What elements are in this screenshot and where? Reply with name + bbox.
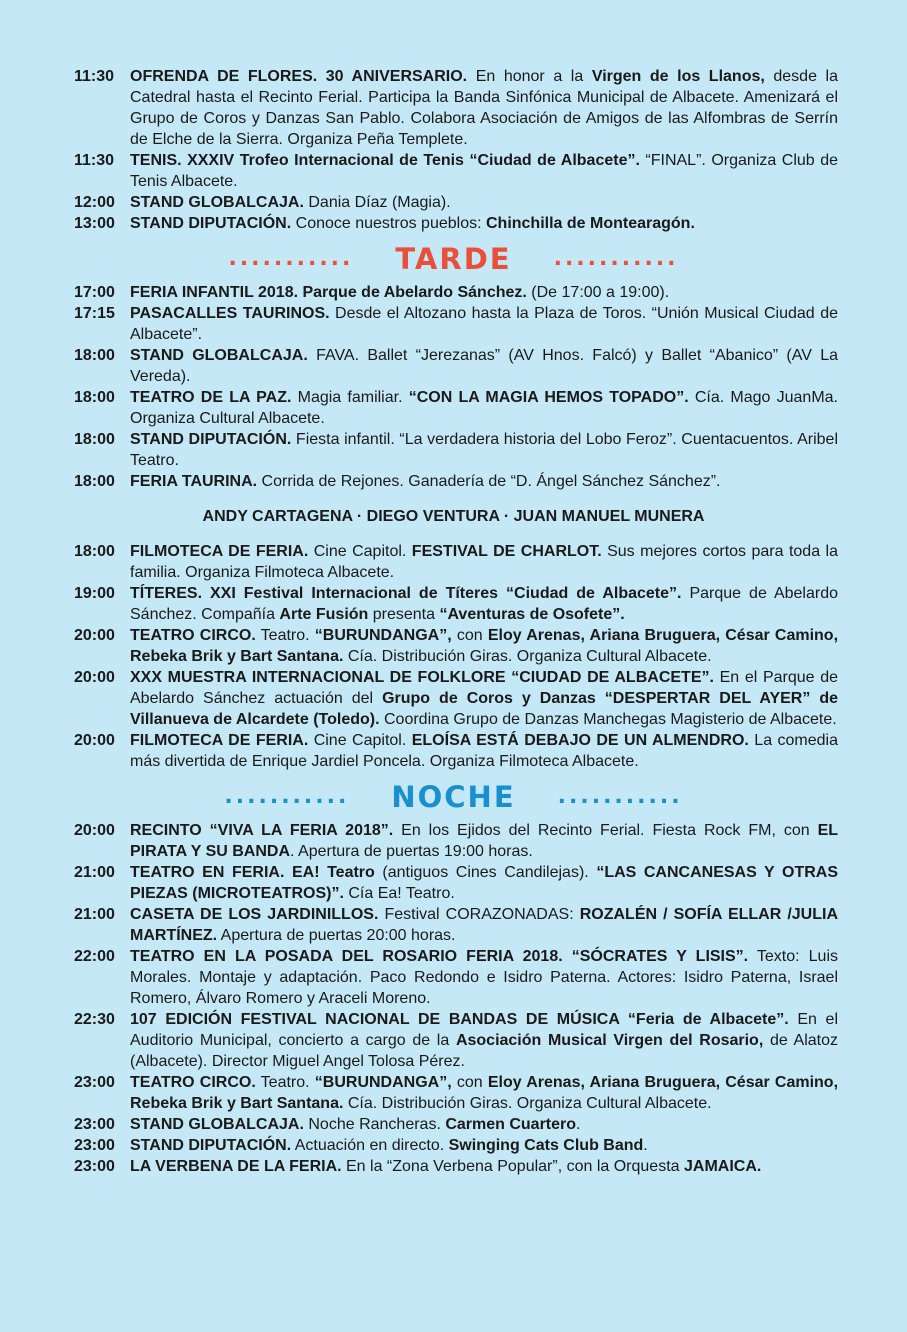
schedule-entry <box>74 667 838 730</box>
noche-dots-left: ........... <box>224 784 350 809</box>
entry-description <box>130 429 838 471</box>
schedule-entry <box>74 429 838 471</box>
entry-text: Magia familiar. <box>291 389 409 406</box>
schedule-entry <box>74 345 838 387</box>
entry-time: 13:00 <box>74 215 115 232</box>
entry-text: con <box>451 1074 488 1091</box>
entry-highlight: Carmen Cuartero <box>445 1116 577 1133</box>
entry-highlight: Eloy Arenas, Ariana Bruguera, César Camino, Rebeka Brik y Bart Santana. <box>130 627 839 665</box>
schedule-entry <box>74 862 838 904</box>
entry-description <box>130 282 838 303</box>
entry-highlight: LA VERBENA DE LA FERIA. <box>130 1158 342 1175</box>
entry-text: Apertura de puertas 20:00 horas. <box>217 927 456 944</box>
entry-time: 20:00 <box>74 627 115 644</box>
entry-time: 23:00 <box>74 1137 115 1154</box>
entry-description <box>130 1135 838 1156</box>
entry-highlight: TENIS. XXXIV Trofeo Internacional de Tenis “Ciudad de Albacete”. <box>130 152 640 169</box>
entry-time: 22:00 <box>74 948 115 965</box>
entry-text: con <box>451 627 488 644</box>
entry-highlight: TEATRO EN FERIA. EA! Teatro <box>130 864 375 881</box>
entry-text: Teatro. <box>255 1074 315 1091</box>
entry-highlight: Arte Fusión <box>279 606 369 623</box>
entry-highlight: Virgen de los Llanos, <box>591 68 765 85</box>
noche-title: NOCHE <box>391 780 516 814</box>
entry-highlight: OFRENDA DE FLORES. 30 ANIVERSARIO. <box>130 68 468 85</box>
entry-text: Fiesta infantil. “La verdadera historia del Lobo Feroz”. Cuentacuentos. Aribel Teatro. <box>130 431 838 469</box>
noche-entries <box>0 820 907 1177</box>
entry-highlight: Swinging Cats Club Band <box>448 1137 644 1154</box>
entry-text: Cía. Distribución Giras. Organiza Cultural Albacete. <box>343 1095 712 1112</box>
entry-text: desde la Catedral hasta el Recinto Ferial. Participa la Banda Sinfónica Municipal de Albacete. Amenizará el Grupo de Coros y Danzas San Pablo. Colabora Asociación de Amigos de las Alfombras de Serrín de Elche de la Sierra. Organiza Peña Templete. <box>130 68 838 148</box>
entry-description <box>130 541 838 583</box>
entry-time: 12:00 <box>74 194 115 211</box>
entry-time: 23:00 <box>74 1074 115 1091</box>
tarde-entries-2 <box>0 541 907 772</box>
schedule-entry <box>74 1156 838 1177</box>
entry-text: Parque de Abelardo Sánchez. Compañía <box>130 585 838 623</box>
entry-highlight: FILMOTECA DE FERIA. <box>130 543 309 560</box>
tarde-title: TARDE <box>395 242 512 276</box>
entry-description <box>130 1156 838 1177</box>
tarde-dots-right: ........... <box>553 246 679 271</box>
entry-highlight: 107 EDICIÓN FESTIVAL NACIONAL DE BANDAS DE MÚSICA “Feria de Albacete”. <box>130 1011 789 1028</box>
entry-description <box>130 213 838 234</box>
entry-highlight: STAND DIPUTACIÓN. <box>130 215 292 232</box>
entry-highlight: “BURUNDANGA”, <box>314 1074 452 1091</box>
entry-text: (De 17:00 a 19:00). <box>526 284 670 301</box>
entry-time: 11:30 <box>74 68 115 85</box>
entry-highlight: STAND GLOBALCAJA. <box>130 194 304 211</box>
entry-highlight: PASACALLES TAURINOS. <box>130 305 330 322</box>
entry-time: 21:00 <box>74 906 115 923</box>
entry-description <box>130 387 838 429</box>
entry-description <box>130 904 838 946</box>
entry-description <box>130 1114 838 1135</box>
schedule-entry <box>74 303 838 345</box>
entry-highlight: XXX MUESTRA INTERNACIONAL DE FOLKLORE “CIUDAD DE ALBACETE”. <box>130 669 714 686</box>
entry-time: 18:00 <box>74 473 115 490</box>
entry-text: Cía. Distribución Giras. Organiza Cultural Albacete. <box>343 648 712 665</box>
entry-highlight: ROZALÉN / SOFÍA ELLAR /JULIA MARTÍNEZ. <box>130 906 839 944</box>
entry-text: En el Parque de Abelardo Sánchez actuación del <box>130 669 838 707</box>
entry-text: Teatro. <box>255 627 315 644</box>
schedule-entry <box>74 213 838 234</box>
entry-highlight: Asociación Musical Virgen del Rosario, <box>455 1032 764 1049</box>
entry-text: Conoce nuestros pueblos: <box>291 215 486 232</box>
entry-text: En honor a la <box>467 68 592 85</box>
entry-time: 18:00 <box>74 431 115 448</box>
entry-highlight: CASETA DE LOS JARDINILLOS. <box>130 906 379 923</box>
entry-description <box>130 66 838 150</box>
entry-highlight: TEATRO CIRCO. <box>130 627 256 644</box>
entry-time: 23:00 <box>74 1158 115 1175</box>
entry-highlight: Grupo de Coros y Danzas “DESPERTAR DEL AYER” de Villanueva de Alcardete (Toledo). <box>130 690 838 728</box>
entry-description <box>130 820 838 862</box>
schedule-entry <box>74 1072 838 1114</box>
entry-text: “FINAL”. Organiza Club de Tenis Albacete. <box>130 152 838 190</box>
entry-description <box>130 625 838 667</box>
morning-entries <box>0 66 907 234</box>
entry-text: presenta <box>368 606 440 623</box>
tarde-dots-left: ........... <box>228 246 354 271</box>
entry-highlight: STAND GLOBALCAJA. <box>130 1116 304 1133</box>
bullfight-artists: ANDY CARTAGENA · DIEGO VENTURA · JUAN MANUEL MUNERA <box>202 508 705 525</box>
entry-highlight: “Aventuras de Osofete”. <box>439 606 625 623</box>
entry-description <box>130 667 838 730</box>
entry-text: (antiguos Cines Candilejas). <box>374 864 597 881</box>
entry-description <box>130 862 838 904</box>
entry-text: de Alatoz (Albacete). Director Miguel Angel Tolosa Pérez. <box>130 1032 838 1070</box>
schedule-entry <box>74 820 838 862</box>
entry-text: Cine Capitol. <box>308 543 412 560</box>
schedule-entry <box>74 583 838 625</box>
entry-time: 18:00 <box>74 543 115 560</box>
entry-time: 20:00 <box>74 732 115 749</box>
schedule-entry <box>74 66 838 150</box>
entry-text: . Apertura de puertas 19:00 horas. <box>290 843 533 860</box>
entry-time: 17:15 <box>74 305 115 322</box>
entry-highlight: FILMOTECA DE FERIA. <box>130 732 309 749</box>
entry-highlight: STAND GLOBALCAJA. <box>130 347 308 364</box>
entry-time: 22:30 <box>74 1011 115 1028</box>
schedule-entry <box>74 904 838 946</box>
entry-highlight: TÍTERES. XXI Festival Internacional de Títeres “Ciudad de Albacete”. <box>130 585 682 602</box>
entry-highlight: FERIA TAURINA. <box>130 473 258 490</box>
entry-description <box>130 471 838 492</box>
entry-description <box>130 1009 838 1072</box>
entry-description <box>130 150 838 192</box>
entry-text: Cía. Mago JuanMa. Organiza Cultural Albacete. <box>130 389 838 427</box>
entry-highlight: TEATRO DE LA PAZ. <box>130 389 292 406</box>
entry-time: 20:00 <box>74 822 115 839</box>
entry-description <box>130 345 838 387</box>
entry-text: Sus mejores cortos para toda la familia. Organiza Filmoteca Albacete. <box>130 543 838 581</box>
entry-text: La comedia más divertida de Enrique Jardiel Poncela. Organiza Filmoteca Albacete. <box>130 732 838 770</box>
noche-dots-right: ........... <box>557 784 683 809</box>
entry-text: Noche Rancheras. <box>303 1116 446 1133</box>
entry-highlight: Eloy Arenas, Ariana Bruguera, César Camino, Rebeka Brik y Bart Santana. <box>130 1074 839 1112</box>
tarde-entries <box>0 282 907 492</box>
entry-text: Texto: Luis Morales. Montaje y adaptación. Paco Redondo e Isidro Paterna. Actores: Isidro Paterna, Israel Romero, Álvaro Romero y Araceli Moreno. <box>130 948 838 1007</box>
entry-highlight: RECINTO “VIVA LA FERIA 2018”. <box>130 822 394 839</box>
entry-text: Coordina Grupo de Danzas Manchegas Magisterio de Albacete. <box>379 711 837 728</box>
entry-text: . <box>576 1116 581 1133</box>
entry-time: 23:00 <box>74 1116 115 1133</box>
entry-highlight: STAND DIPUTACIÓN. <box>130 1137 292 1154</box>
entry-text: En los Ejidos del Recinto Ferial. Fiesta Rock FM, con <box>393 822 818 839</box>
entry-time: 21:00 <box>74 864 115 881</box>
entry-time: 19:00 <box>74 585 115 602</box>
entry-text: En la “Zona Verbena Popular”, con la Orquesta <box>341 1158 684 1175</box>
schedule-entry <box>74 192 838 213</box>
entry-text: Corrida de Rejones. Ganadería de “D. Ángel Sánchez Sánchez”. <box>257 473 721 490</box>
entry-text: Desde el Altozano hasta la Plaza de Toros. “Unión Musical Ciudad de Albacete”. <box>130 305 838 343</box>
entry-text: FAVA. Ballet “Jerezanas” (AV Hnos. Falcó) y Ballet “Abanico” (AV La Vereda). <box>130 347 839 385</box>
entry-text: En el Auditorio Municipal, concierto a cargo de la <box>130 1011 838 1049</box>
entry-text: Cine Capitol. <box>308 732 412 749</box>
entry-time: 20:00 <box>74 669 115 686</box>
schedule-entry <box>74 541 838 583</box>
schedule-entry <box>74 625 838 667</box>
entry-highlight: STAND DIPUTACIÓN. <box>130 431 292 448</box>
entry-description <box>130 730 838 772</box>
entry-highlight: TEATRO EN LA POSADA DEL ROSARIO FERIA 2018. “SÓCRATES Y LISIS”. <box>130 948 749 965</box>
tarde-header <box>0 236 907 282</box>
entry-time: 18:00 <box>74 389 115 406</box>
entry-highlight: FESTIVAL DE CHARLOT. <box>411 543 602 560</box>
entry-description <box>130 946 838 1009</box>
entry-text: . <box>643 1137 648 1154</box>
entry-highlight: “CON LA MAGIA HEMOS TOPADO”. <box>408 389 689 406</box>
entry-highlight: “LAS CANCANESAS Y OTRAS PIEZAS (MICROTEATROS)”. <box>130 864 839 902</box>
schedule-entry <box>74 471 838 492</box>
entry-highlight: JAMAICA. <box>683 1158 762 1175</box>
schedule-entry <box>74 282 838 303</box>
entry-description <box>130 1072 838 1114</box>
entry-highlight: “BURUNDANGA”, <box>314 627 452 644</box>
entry-highlight: ELOÍSA ESTÁ DEBAJO DE UN ALMENDRO. <box>411 732 749 749</box>
entry-time: 17:00 <box>74 284 115 301</box>
noche-header <box>0 774 907 820</box>
schedule-entry <box>74 730 838 772</box>
schedule-entry <box>74 387 838 429</box>
entry-highlight: EL PIRATA Y SU BANDA <box>130 822 839 860</box>
entry-highlight: Chinchilla de Montearagón. <box>485 215 695 232</box>
entry-text: Festival CORAZONADAS: <box>378 906 580 923</box>
schedule-entry <box>74 1009 838 1072</box>
schedule-entry <box>74 150 838 192</box>
entry-text: Dania Díaz (Magia). <box>303 194 451 211</box>
schedule-entry <box>74 946 838 1009</box>
entry-text: Cía Ea! Teatro. <box>343 885 455 902</box>
entry-time: 11:30 <box>74 152 115 169</box>
entry-time: 18:00 <box>74 347 115 364</box>
schedule-entry <box>74 1135 838 1156</box>
entry-text: Actuación en directo. <box>291 1137 449 1154</box>
entry-description <box>130 303 838 345</box>
entry-description <box>130 583 838 625</box>
schedule-entry <box>74 1114 838 1135</box>
entry-highlight: FERIA INFANTIL 2018. Parque de Abelardo Sánchez. <box>130 284 527 301</box>
entry-highlight: TEATRO CIRCO. <box>130 1074 256 1091</box>
entry-description <box>130 192 838 213</box>
